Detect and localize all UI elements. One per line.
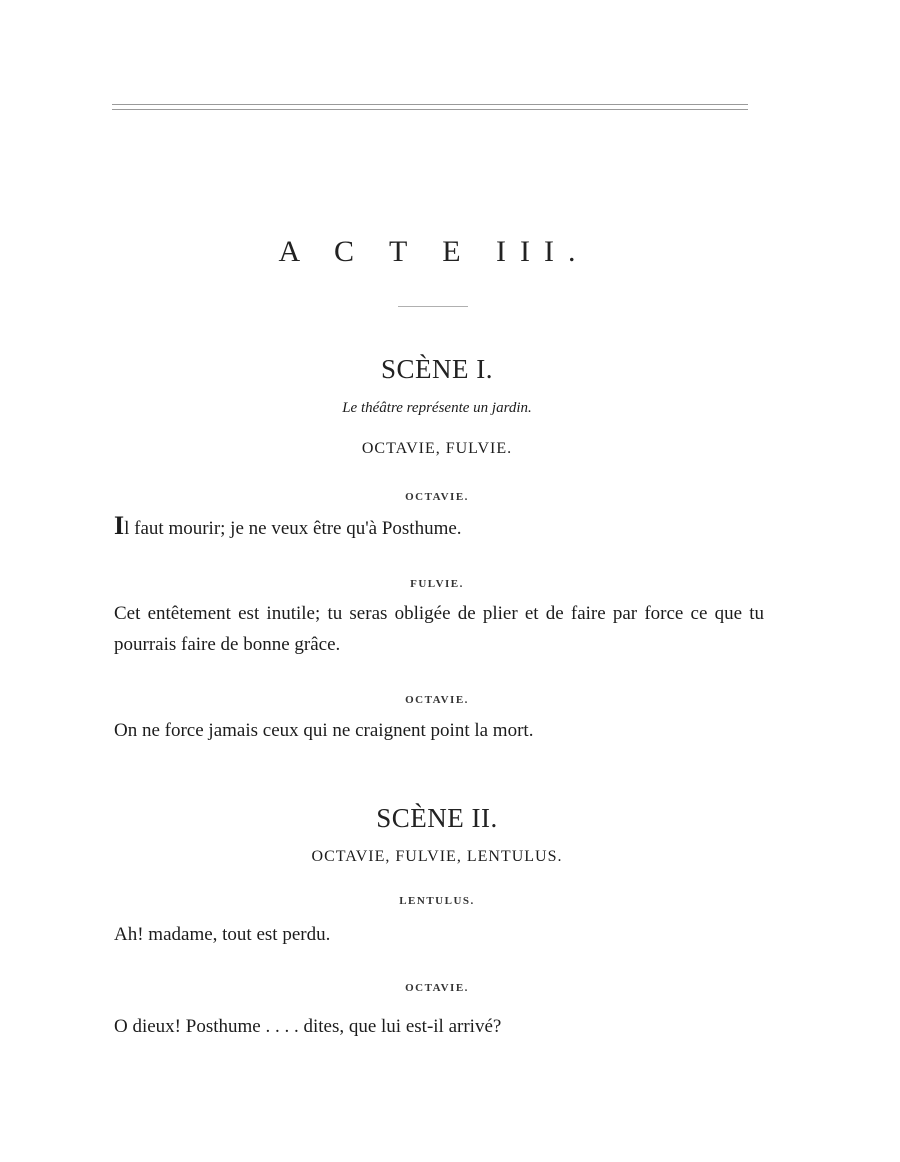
speaker-octavie: OCTAVIE. [405,982,469,994]
speaker-octavie: OCTAVIE. [405,491,469,503]
speaker-fulvie: FULVIE. [410,578,464,590]
scene-1-stage-direction: Le théâtre représente un jardin. [342,400,532,416]
speech-line: Ah! madame, tout est perdu. [114,924,331,945]
speaker-lentulus: LENTULUS. [399,895,475,907]
act-divider [398,306,468,307]
scene-1-heading: SCÈNE I. [381,354,493,384]
scene-1-characters: OCTAVIE, FULVIE. [361,440,513,457]
top-double-rule [112,104,748,110]
speech-line: O dieux! Posthume . . . . dites, que lui est-il arrivé? [114,1016,502,1037]
speech-text: l faut mourir; je ne veux être qu'à Posthume. [124,518,462,539]
drop-cap: I [114,511,125,540]
speech-line [114,513,764,544]
speech-line: On ne force jamais ceux qui ne craignent point la mort. [114,720,534,741]
scene-2-heading: SCÈNE II. [376,803,498,833]
speech-line: Cet entêtement est inutile; tu seras obligée de plier et de faire par force ce que tu pourrais faire de bonne grâce. [114,603,764,655]
scene-2-characters: OCTAVIE, FULVIE, LENTULUS. [311,848,563,865]
act-title: A C T E III. [278,235,590,268]
speaker-octavie: OCTAVIE. [405,694,469,706]
